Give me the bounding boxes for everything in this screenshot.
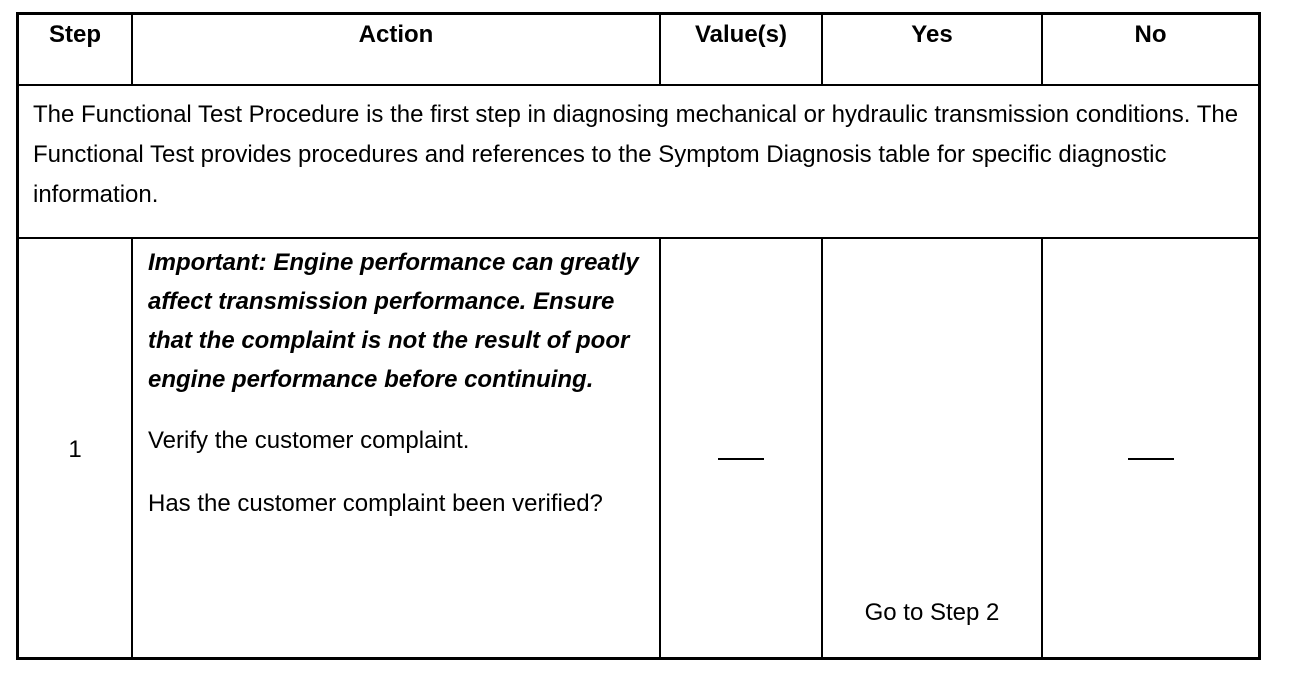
action-instruction: Verify the customer complaint. — [148, 427, 470, 454]
value-dash — [718, 458, 764, 460]
header-divider — [1041, 15, 1043, 85]
header-divider — [821, 15, 823, 85]
important-note: Important: Engine performance can greatly affect transmission performance. Ensure that the complaint is not the result of poor engine performance before continuing. — [148, 249, 639, 393]
intro-bottom-rule — [19, 237, 1258, 239]
diagnostic-table — [16, 12, 1261, 660]
header-action: Action — [358, 21, 434, 48]
no-cell — [1043, 241, 1258, 659]
header-divider — [131, 15, 133, 85]
header-values: Value(s) — [694, 21, 788, 48]
step-number: 1 — [68, 436, 82, 463]
yes-cell — [823, 241, 1041, 659]
value-cell — [661, 241, 821, 659]
header-yes: Yes — [911, 21, 953, 48]
header-step: Step — [48, 21, 101, 48]
yes-go-to-step[interactable]: Go to Step 2 — [864, 599, 1000, 626]
header-bottom-rule — [19, 84, 1258, 86]
header-no: No — [1134, 21, 1167, 48]
header-divider — [659, 15, 661, 85]
intro-text: The Functional Test Procedure is the first step in diagnosing mechanical or hydraulic transmission conditions. The Functional Test provides procedures and references to the Symptom Diagnosis table for specific diagnostic information. — [33, 101, 1239, 208]
action-question: Has the customer complaint been verified? — [148, 490, 603, 517]
action-cell — [133, 241, 659, 522]
no-dash — [1128, 458, 1174, 460]
